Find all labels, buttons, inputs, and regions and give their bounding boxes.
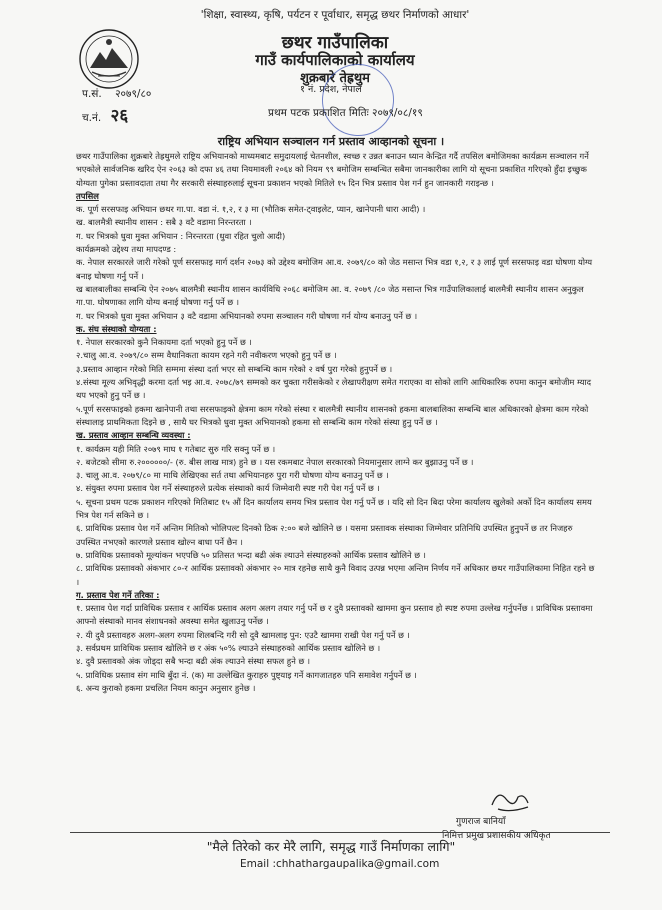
- section-item: १. नेपाल सरकारको कुनै निकायमा दर्ता भएको हुनु पर्ने छ ।: [76, 337, 252, 348]
- section-item: ४. दुवै प्रस्तावको अंक जोड्दा सबै भन्दा बढी अंक ल्याउने संस्था सफल हुने छ ।: [76, 656, 311, 667]
- section-item: ख बालबालीका सम्बन्धि ऐन २०७५ बालमैत्री स्थानीय शासन कार्यविधि २०६८ बमोजिम आ. व. २०७९ /८० जेठ मसान्त भित्र गाउँपालिकालाई बालमैत्री स्थानीय शासन अनुकुल गा.पा. घोषणाका लागि योग्य बनाई घोषणा गर्नु पर्ने छ ।: [76, 283, 584, 308]
- section-item: ख. बालमैत्री स्थानीय शासन : सबै ३ वटै वडामा निरन्तरता ।: [76, 217, 252, 228]
- section-item: ३.प्रस्ताव आव्हान गरेको मिति सम्ममा संस्था दर्ता भएर सो सम्बन्धि काम गरेको २ वर्ष पुरा गरेको हुनुपर्ने छ ।: [76, 363, 393, 374]
- section-heading: ख. प्रस्ताव आव्हान सम्बन्धि व्यवस्था :: [76, 430, 191, 441]
- section-item: २.चालु आ.व. २०७९/८० सम्म वैधानिकता कायम रहने गरी नवीकरण भएको हुनु पर्ने छ ।: [76, 350, 337, 361]
- ref-value: २०७९/८०: [115, 88, 152, 100]
- section-item: १. प्रस्ताव पेश गर्दा प्राविधिक प्रस्ताव र आर्थिक प्रस्ताव अलग अलग तयार गर्नु पर्ने छ र दुवै प्रस्तावको खाममा कुन प्रस्ताव हो स्पष्ट रुपमा उल्लेख गर्नुपर्नेछ । प्राविधिक प्रस्तावमा आफ्नो संस्थाको मानव संशाधनको अवस्था समेत खुलाउनु पर्नेछ ।: [76, 603, 593, 627]
- intro-paragraph: छथर गाउँपालिका शुक्रबारे तेह्रथुमले राष्ट्रिय अभियानको माध्यमबाट समुदायलाई चेतनशील, स्वच्छ र उन्नत बनाउन ध्यान केन्द्रित गर्दै तपसिल बमोजिमका कार्यक्रम सञ्चालन गर्ने भएकोले सार्वजनिक खरिद ऐन २०६३ को दफा ४६ तथा नियमावली २०६४ को नियम ९९ बमोजिम सम्बन्धित सबैमा जानकारीका लागि यो सूचना प्रकाशित गरिएको हुँदा इच्छुक योग्यता पुगेका प्रस्तावदाता तथा गैर सरकारी संस्थाहरुलाई सूचना प्रकाशन भएको मितिले १५ दिन भित्र प्रस्ताव पेश गर्न हुन जानकारी गराइन्छ ।: [76, 151, 589, 188]
- office-name: गाउँ कार्यपालिकाको कार्यालय: [255, 51, 415, 69]
- publish-date-line: प्रथम पटक प्रकाशित मितिः २०७९/०८/१९: [268, 107, 423, 119]
- section-item: ग. घर भित्रको धुवा मुक्त अभियान : निरन्तरता (धुवा रहित चुलो आदी): [76, 230, 286, 241]
- section-item: ५. प्राविधिक प्रस्ताव संग माथि बुँदा नं. (क) मा उल्लेखित कुराहरु पुष्ट्याइ गर्ने कागजातहरु पनि समावेश गर्नुपर्ने छ ।: [76, 669, 417, 680]
- org-name: छथर गाउँपालिका: [281, 33, 389, 53]
- section-item: ४. संयुक्त रुपमा प्रस्ताव पेश गर्ने संस्थाहरुले प्रत्येक संस्थाको कार्य जिम्मेवारी स्पष्ट गरी पेश गर्नु पर्ने छ ।: [76, 483, 380, 494]
- section-item: ५. सूचना प्रथम पटक प्रकाशन गरिएको मितिबाट १५ औं दिन कार्यालय समय भित्र प्रस्ताव पेश गर्नु पर्ने छ । यदि सो दिन बिदा परेमा कार्यालय खुलेको अर्को दिन कार्यालय समय भित्र पेश गर्न सकिने छ ।: [76, 496, 592, 521]
- dispatch-line: [82, 103, 128, 126]
- section-item: ४.संस्था मूल्य अभिवृद्धी करमा दर्ता भइ आ.व. २०७८/७९ सम्मको कर चुक्ता गरीसकेको र लेखापरीक्षण समेत गराएका वा सोको लागि आधिकारिक रुपमा कानुन बमोजीम म्याद थप भएको हुनु पर्ने छ ।: [76, 377, 592, 401]
- section-item: ८. प्राविधिक प्रस्तावको अंकभार ८०-र आर्थिक प्रस्तावको अंकभार २० मात्र रहनेछ साथै कुनै विवाद उत्पन्न भएमा अन्तिम निर्णय गर्ने अधिकार छथर गाउँपालिकामा निहित रहने छ ।: [76, 563, 595, 587]
- section-item: ३. सर्वप्रथम प्राविधिक प्रस्ताव खोलिने छ र अंक ५०% ल्याउने संस्थाहरुको आर्थिक प्रस्ताव खोलिने छ ।: [76, 642, 381, 653]
- section-item: क. पूर्ण सरसफाइ अभियान छथर गा.पा. वडा नं. १,२, र ३ मा (भौतिक समेत-ट्वाइलेट, प्यान, खानेपानी धारा आदी) ।: [76, 204, 426, 215]
- sections-container: [76, 190, 598, 695]
- notice-title: राष्ट्रिय अभियान सञ्चालन गर्न प्रस्ताव आव्हानको सूचना ।: [217, 135, 445, 148]
- section-item: २. यी दुवै प्रस्तावहरु अलग-अलग रुपमा शिलबन्दि गरी सो दुवै खामलाइ पुन: एउटै खाममा राखी पेश गर्नु पर्ने छ ।: [76, 629, 410, 640]
- footer-slogan: "मैले तिरेको कर मेरै लागि, समृद्ध गाउँ निर्माणका लागि": [206, 839, 456, 854]
- section-item: क. नेपाल सरकारले जारी गरेको पूर्ण सरसफाइ मार्ग दर्शन २०७३ को उद्देश्य बमोजिम आ.व. २०७९/८० को जेठ मसान्त भित्र वडा १,२, र ३ लाई पूर्ण सरसफाइ वडा घोषणा योग्य बनाइ घोषणा गर्नु पर्ने ।: [76, 257, 593, 281]
- office-address: १ नं. प्रदेश, नेपाल: [300, 84, 362, 95]
- section-item: २. बजेटको सीमा रु.२००००००/- (रु. बीस लाख मात्र) हुने छ । यस रकमबाट नेपाल सरकारको नियमानुसार लाग्ने कर बुझाउनु पर्ने छ ।: [76, 456, 474, 467]
- notice-body: [76, 150, 598, 695]
- section-item: ५.पूर्ण सरसफाइको हकमा खानेपानी तथा सरसफाइको क्षेत्रमा काम गरेको संस्था र बालमैत्री स्थानीय शासनको हकमा बालबालिका सम्बन्धि बाल अधिकारको क्षेत्रमा काम गरेको संस्थालाइ प्राथमिकता दिइने छ , साथै घर भित्रको धुवा मुक्त अभियानको हकमा सो सम्बन्धि काम गरेको संस्था हुनु पर्ने छ ।: [76, 403, 589, 427]
- section-item: १. कार्यक्रम यही मिति २०७९ माघ १ गतेबाट सुरु गरि सक्नु पर्ने छ ।: [76, 443, 276, 454]
- section-item: कार्यक्रमको उद्देश्य तथा मापदण्ड :: [76, 244, 177, 255]
- section-heading: तपसिल: [76, 190, 99, 201]
- footer-divider: [70, 832, 610, 833]
- section-item: ६. अन्य कुराको हकमा प्रचलित नियम कानुन अनुसार हुनेछ ।: [76, 682, 256, 693]
- ref-label: प.सं.: [82, 88, 102, 100]
- dispatch-value: २६: [110, 106, 129, 126]
- nepal-emblem-logo: [78, 28, 140, 90]
- dispatch-label: च.नं.: [82, 112, 102, 124]
- section-heading: क. संघ संस्थाको योग्यता :: [76, 323, 157, 334]
- footer-email: Email :chhathargaupalika@gmail.com: [240, 858, 440, 870]
- office-place: शुक्रबारे तेह्रथुम: [300, 71, 370, 86]
- reference-line: [82, 87, 151, 101]
- section-item: ७. प्राविधिक प्रस्तावको मूल्यांकन भएपछि ५० प्रतिसत भन्दा बढी अंक ल्याउने संस्थाहरुको आर्थिक प्रस्ताव खोलिने छ ।: [76, 549, 426, 560]
- letterhead-motto: 'शिक्षा, स्वास्थ्य, कृषि, पर्यटन र पूर्वाधार, समृद्ध छथर निर्माणको आधार': [200, 9, 470, 21]
- signatory-name: गुणराज बानियाँ: [456, 817, 506, 827]
- section-item: ३. चालु आ.व. २०७९/८० मा माथि लेखिएका सर्त तथा अभियानहरु पुरा गरी घोषणा योग्य बनाउनु पर्ने छ ।: [76, 470, 389, 481]
- section-item: ६. प्राविधिक प्रस्ताव पेश गर्ने अन्तिम मितिको भोलिपल्ट दिनको ठिक २:०० बजे खोलिने छ । यसमा प्रस्तावक संस्थाका जिम्मेवार प्रतिनिधि उपस्थित हुनुपर्ने छ तर निजहरु उपस्थित नभएको कारणले प्रस्ताव खोल्न बाधा पर्ने छैन ।: [76, 523, 573, 547]
- signature-image: [488, 787, 534, 815]
- section-item: ग. घर भित्रको धुवा मुक्त अभियान ३ वटै वडामा अभियानको रुपमा सञ्चालन गरी घोषणा गर्न योग्य बनाउनु पर्ने छ ।: [76, 310, 418, 321]
- section-heading: ग. प्रस्ताव पेश गर्ने तरिका :: [76, 589, 160, 600]
- signatory-designation: निमित्त प्रमुख प्रशासकीय अधिकृत: [442, 831, 551, 841]
